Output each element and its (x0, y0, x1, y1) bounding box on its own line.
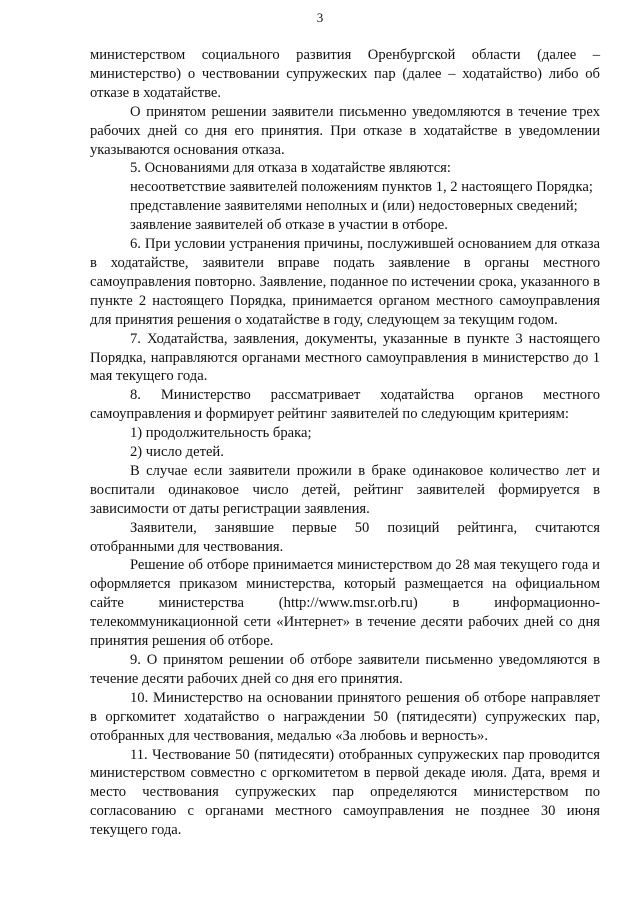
paragraph: 10. Министерство на основании принятого решения об отборе направляет в оргкомитет ходатайство о награждении 50 (пятидесяти) супружеских пар, отобранных для чествования, медалью «За любовь и верность». (90, 689, 600, 744)
document-body (90, 46, 600, 840)
page-number: 3 (316, 10, 324, 25)
paragraph: 5. Основаниями для отказа в ходатайстве являются: (130, 160, 451, 177)
paragraph: 8. Министерство рассматривает ходатайства органов местного самоуправления и формирует рейтинг заявителей по следующим критериям: (90, 387, 600, 423)
paragraph: О принятом решении заявители письменно уведомляются в течение трех рабочих дней со дня его принятия. При отказе в ходатайстве в уведомлении указываются основания отказа. (90, 103, 600, 158)
paragraph: 11. Чествование 50 (пятидесяти) отобранных супружеских пар проводится министерством совместно с оргкомитетом в первой декаде июля. Дата, время и место чествования супружеских пар определяются министерством по согласованию с органами местного самоуправления не позднее 30 июня текущего года. (90, 746, 600, 839)
paragraph: 7. Ходатайства, заявления, документы, указанные в пункте 3 настоящего Порядка, направляются органами местного самоуправления в министерство до 1 мая текущего года. (90, 330, 600, 385)
paragraph: несоответствие заявителей положениям пунктов 1, 2 настоящего Порядка; (130, 179, 593, 196)
paragraph: министерством социального развития Оренбургской области (далее – министерство) о чествовании супружеских пар (далее – ходатайство) либо об отказе в ходатайстве. (90, 47, 600, 101)
paragraph: заявление заявителей об отказе в участии в отборе. (130, 217, 448, 234)
paragraph: Заявители, занявшие первые 50 позиций рейтинга, считаются отобранными для чествования. (90, 519, 600, 555)
paragraph: 2) число детей. (130, 444, 224, 461)
paragraph: В случае если заявители прожили в браке одинаковое количество лет и воспитали одинаковое число детей, рейтинг заявителей формируется в зависимости от даты регистрации заявления. (90, 462, 600, 517)
paragraph: 6. При условии устранения причины, послужившей основанием для отказа в ходатайстве, заявители вправе подать заявление в органы местного самоуправления повторно. Заявление, поданное по истечении срока, указанного в пункте 2 настоящего Порядка, принимается органом местного самоуправления для принятия решения о ходатайстве в году, следующем за текущим годом. (90, 236, 600, 328)
paragraph: Решение об отборе принимается министерством до 28 мая текущего года и оформляется приказом министерства, который размещается на официальном сайте министерства (http://www.msr.orb.ru) в информационно-телекоммуникационной сети «Интернет» в течение десяти рабочих дней со дня принятия решения об отборе. (90, 557, 600, 650)
paragraph: 9. О принятом решении об отборе заявители письменно уведомляются в течение десяти рабочих дней со дня его принятия. (90, 652, 600, 687)
paragraph: 1) продолжительность брака; (130, 425, 312, 442)
paragraph: представление заявителями неполных и (или) недостоверных сведений; (130, 198, 578, 215)
